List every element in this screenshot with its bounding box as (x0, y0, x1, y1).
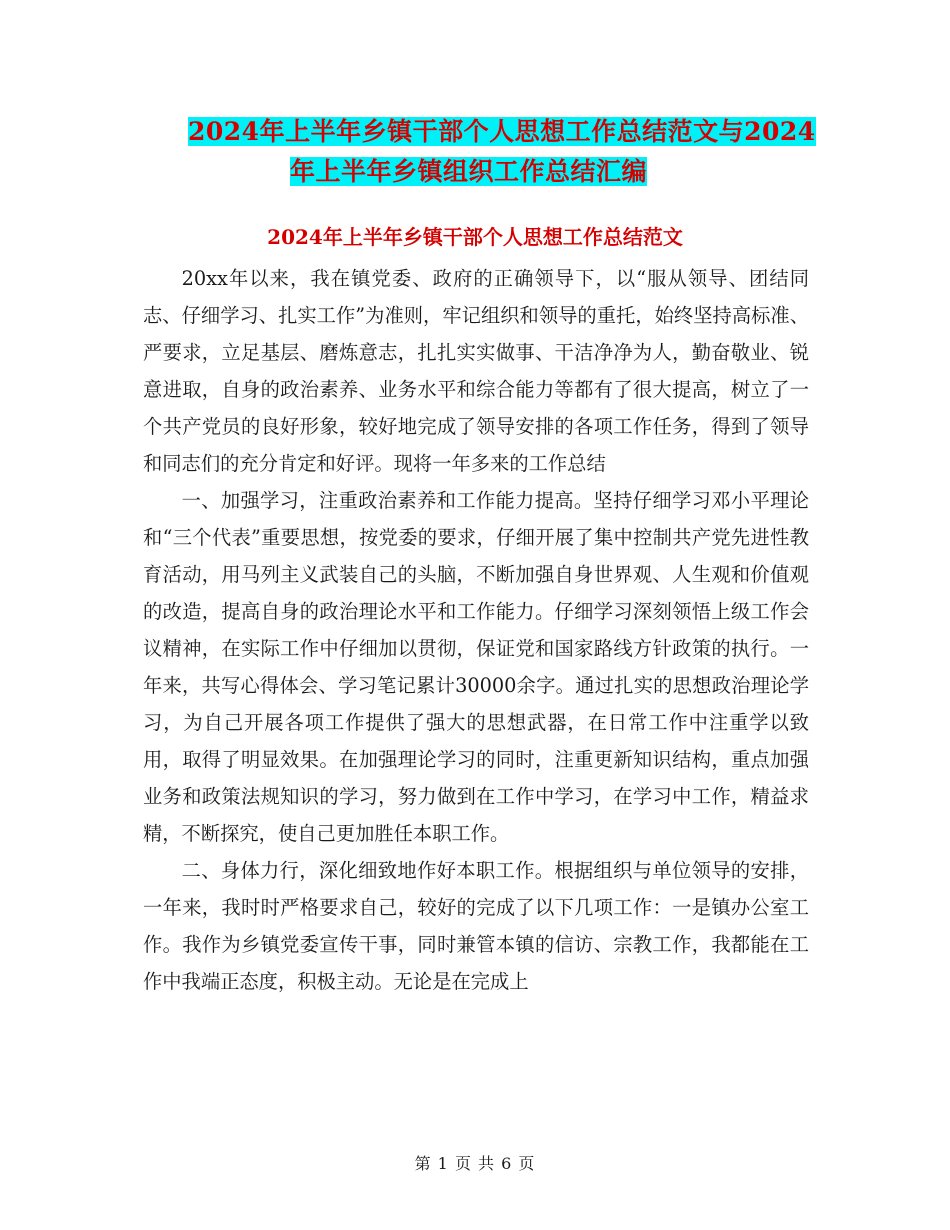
paragraph-study: 一、加强学习，注重政治素养和工作能力提高。坚持仔细学习邓小平理论和“三个代表”重要思想，按党委的要求，仔细开展了集中控制共产党先进性教育活动，用马列主义武装自己的头脑，不断加强自身世界观、人生观和价值观的改造，提高自身的政治理论水平和工作能力。仔细学习深刻领悟上级工作会议精神，在实际工作中仔细加以贯彻，保证党和国家路线方针政策的执行。一年来，共写心得体会、学习笔记累计30000余字。通过扎实的思想政治理论学习，为自己开展各项工作提供了强大的思想武器，在日常工作中注重学以致用，取得了明显效果。在加强理论学习的同时，注重更新知识结构，重点加强业务和政策法规知识的学习，努力做到在工作中学习，在学习中工作，精益求精，不断探究，使自己更加胜任本职工作。 (143, 489, 809, 845)
section-title: 2024年上半年乡镇干部个人思想工作总结范文 (267, 225, 683, 249)
document-title-line-2: 年上半年乡镇组织工作总结汇编 (290, 157, 648, 186)
page-footer (0, 1152, 950, 1176)
paragraph-duties: 二、身体力行，深化细致地作好本职工作。根据组织与单位领导的安排，一年来，我时时严格要求自己，较好的完成了以下几项工作：一是镇办公室工作。我作为乡镇党委宣传干事，同时兼管本镇的信访、宗教工作，我都能在工作中我端正态度，积极主动。无论是在完成上 (143, 859, 809, 993)
document-body (143, 260, 809, 1000)
document-title-line-1: 2024年上半年乡镇干部个人思想工作总结范文与2024 (188, 117, 816, 146)
paragraph-intro: 20xx年以来，我在镇党委、政府的正确领导下，以“服从领导、团结同志、仔细学习、扎实工作”为准则，牢记组织和领导的重托，始终坚持高标准、严要求，立足基层、磨炼意志，扎扎实实做事、干洁净净为人，勤奋敬业、锐意进取，自身的政治素养、业务水平和综合能力等都有了很大提高，树立了一个共产党员的良好形象，较好地完成了领导安排的各项工作任务，得到了领导和同志们的充分肯定和好评。现将一年多来的工作总结 (143, 267, 809, 475)
document-title (188, 112, 816, 192)
page-number: 第 1 页 共 6 页 (414, 1154, 536, 1173)
